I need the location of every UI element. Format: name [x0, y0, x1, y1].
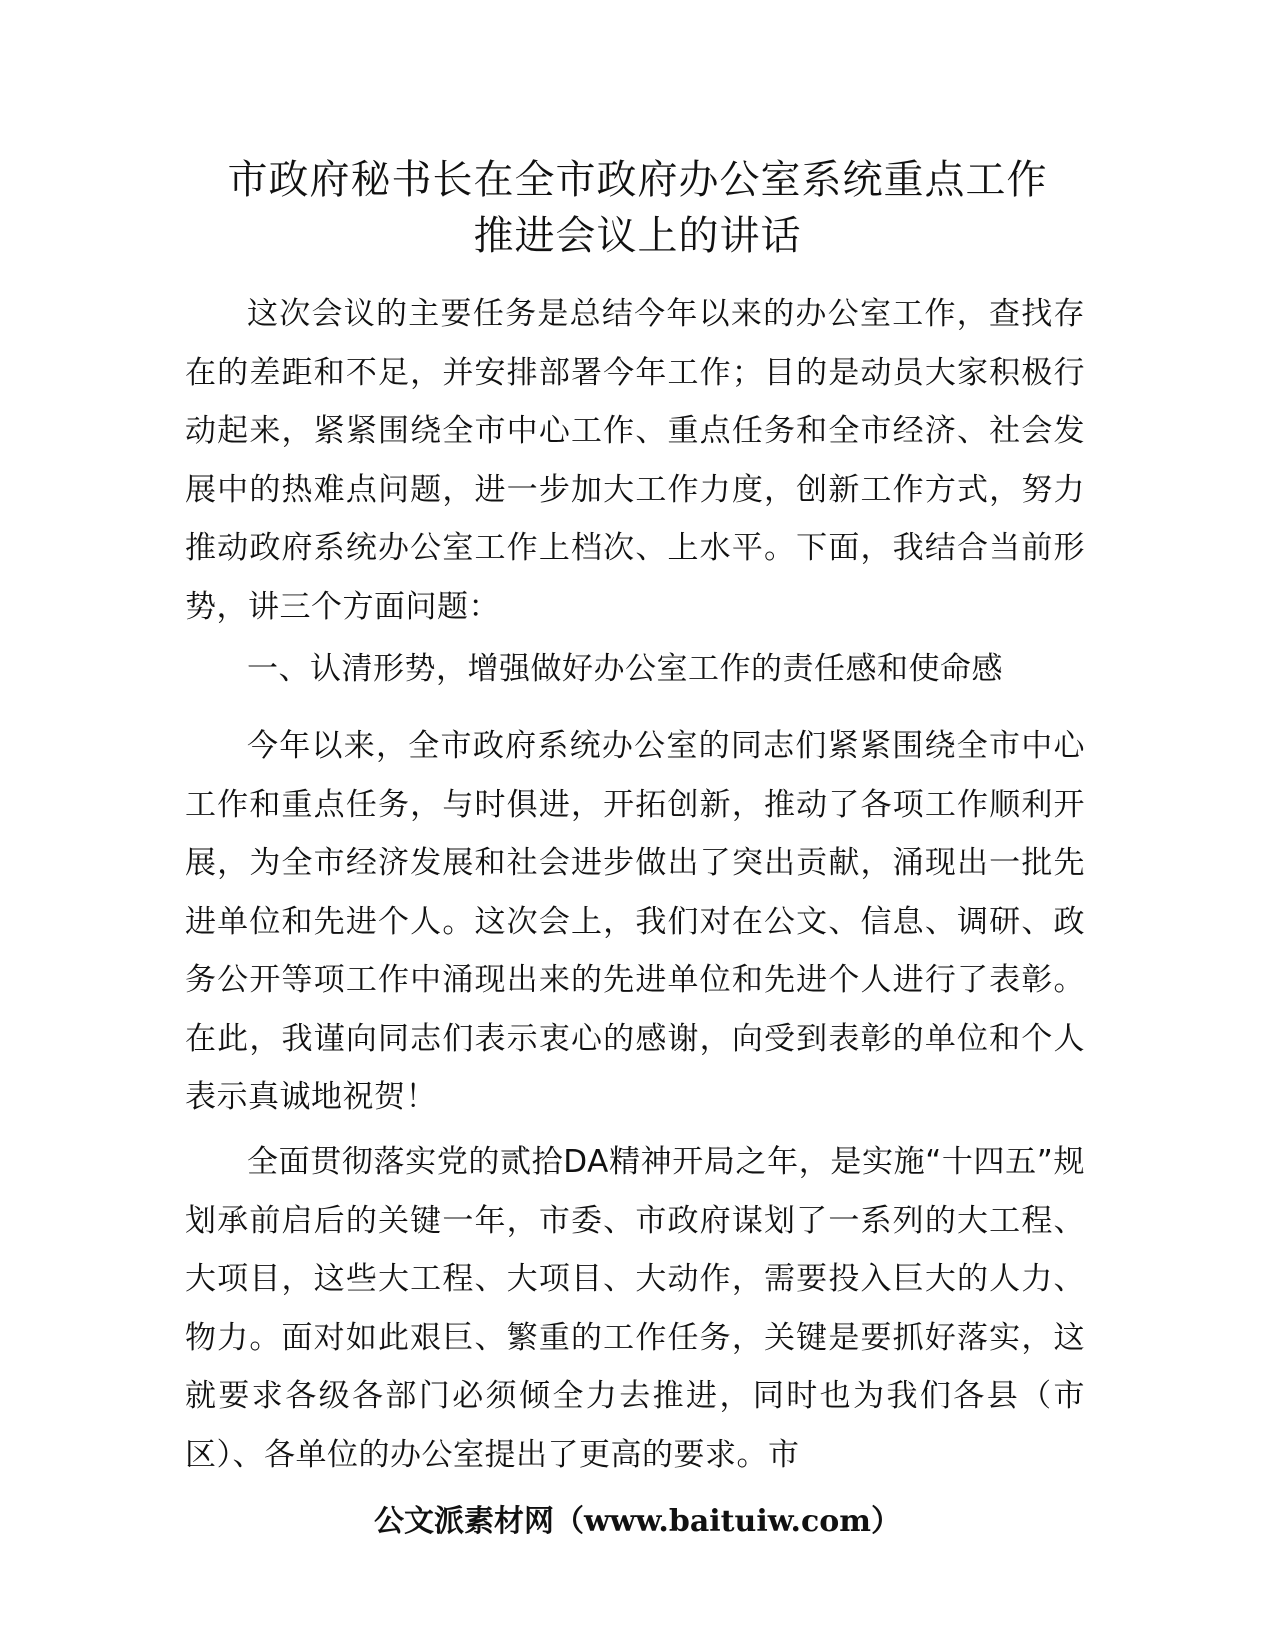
paragraph-2-text: 今年以来，全市政府系统办公室的同志们紧紧围绕全市中心工作和重点任务，与时俱进，开拓创新，推动了各项工作顺利开展，为全市经济发展和社会进步做出了突出贡献，涌现出一批先进单位和先进个人。这次会上，我们对在公文、信息、调研、政务公开等项工作中涌现出来的先进单位和先进个人进行了表彰。在此，我谨向同志们表示衷心的感谢，向受到表彰的单位和个人表示真诚地祝贺！ [185, 728, 1085, 1115]
section-heading-1 [185, 640, 1085, 699]
document-title [150, 152, 1125, 264]
section-heading-1-text: 一、认清形势，增强做好办公室工作的责任感和使命感 [247, 651, 1003, 687]
title-line-1: 市政府秘书长在全市政府办公室系统重点工作 [227, 157, 1048, 203]
title-line-2: 推进会议上的讲话 [473, 213, 802, 259]
paragraph-1-text: 这次会议的主要任务是总结今年以来的办公室工作，查找存在的差距和不足，并安排部署今年工作；目的是动员大家积极行动起来，紧紧围绕全市中心工作、重点任务和全市经济、社会发展中的热难点问题，进一步加大工作力度，创新工作方式，努力推动政府系统办公室工作上档次、上水平。下面，我结合当前形势，讲三个方面问题： [185, 296, 1085, 625]
paragraph-3-text: 全面贯彻落实党的贰拾DA精神开局之年，是实施“十四五”规划承前启后的关键一年，市委、市政府谋划了一系列的大工程、大项目，这些大工程、大项目、大动作，需要投入巨大的人力、物力。面对如此艰巨、繁重的工作任务，关键是要抓好落实，这就要求各级各部门必须倾全力去推进，同时也为我们各县（市区）、各单位的办公室提出了更高的要求。市 [185, 1144, 1085, 1473]
paragraph-requirements [185, 1133, 1085, 1484]
paragraph-intro [185, 285, 1085, 636]
footer-watermark: 公文派素材网（www.baituiw.com） [373, 1504, 902, 1539]
paragraph-achievements [185, 717, 1085, 1127]
